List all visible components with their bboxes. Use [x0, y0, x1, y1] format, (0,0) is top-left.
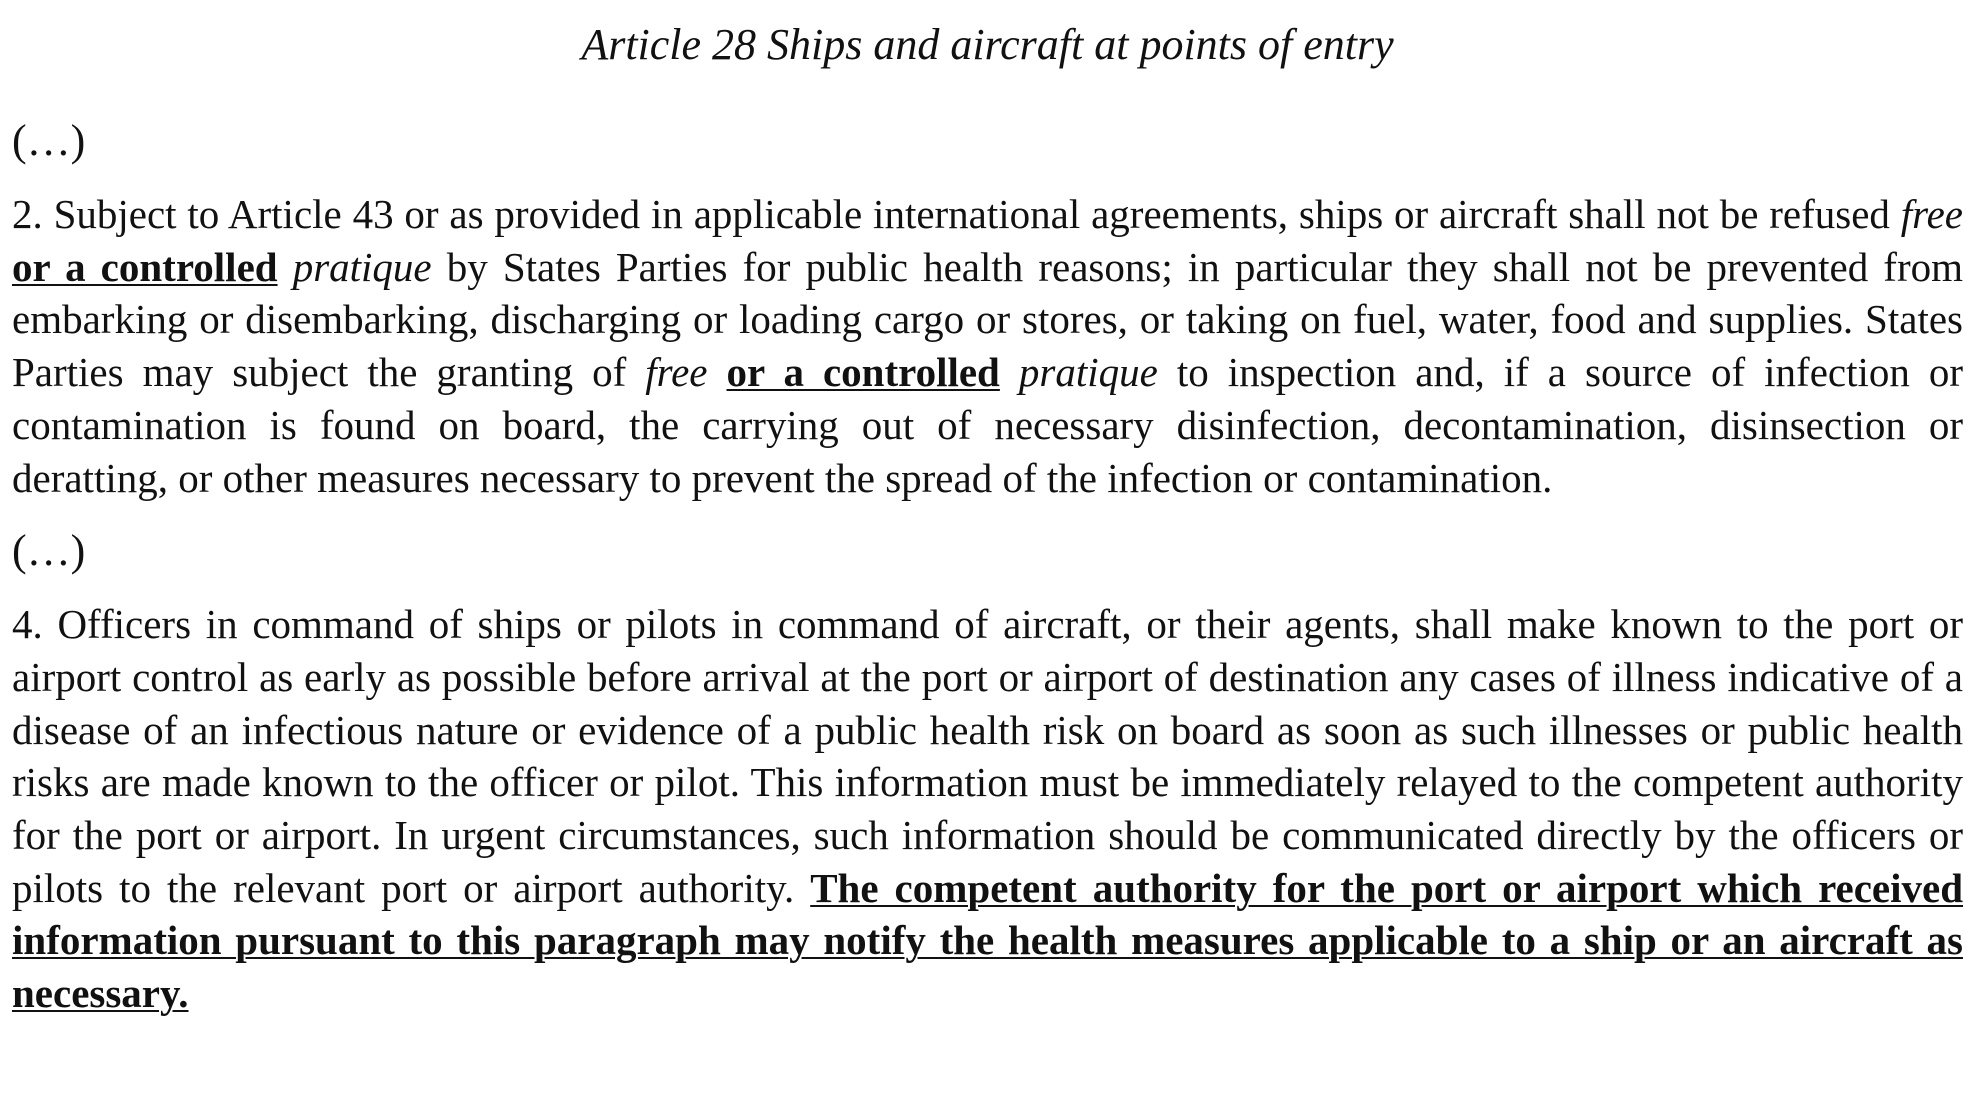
omission-marker-2: (…)	[12, 526, 86, 576]
free-term-1: free	[1900, 191, 1964, 237]
article-title: Article 28 Ships and aircraft at points of entry	[581, 20, 1394, 69]
omission-marker-1: (…)	[12, 116, 86, 165]
pratique-term-2: pratique	[1018, 349, 1158, 396]
pratique-term-1: pratique	[292, 243, 432, 290]
inserted-amendment-text: The competent authority for the port or airport which received information pursuant to this paragraph may notify the health measures applicable to a ship or an aircraft as necessary.	[12, 864, 1964, 1017]
paragraph-2-text-start: 2. Subject to Article 43 or as provided in applicable international agreements, ships or aircraft shall not be refused	[12, 191, 1890, 237]
inserted-controlled-2: or a controlled	[726, 349, 1000, 396]
free-term-2: free	[645, 349, 708, 396]
paragraph-2-text-middle: by States Parties for public health reasons; in particular they shall not be prevented from embarking or disembarking, discharging or loading cargo or stores, or taking on fuel, water, food and supplies. States Parties may subject the granting of	[12, 243, 1963, 396]
paragraph-4	[12, 598, 1963, 1020]
paragraph-2-text-end: to inspection and, if a source of infection or contamination is found on board, the carrying out of necessary disinfection, decontamination, disinsection or deratting, or other measures necessary to prevent the spread of the infection or contamination.	[12, 349, 1964, 501]
paragraph-2	[12, 188, 1963, 504]
paragraph-4-text: 4. Officers in command of ships or pilots in command of aircraft, or their agents, shall make known to the port or airport control as early as possible before arrival at the port or airport of destination any cases of illness indicative of a disease of an infectious nature or evidence of a public health risk on board as soon as such illnesses or public health risks are made known to the officer or pilot. This information must be immediately relayed to the competent authority for the port or airport. In urgent circumstances, such information should be communicated directly by the officers or pilots to the relevant port or airport authority.	[12, 601, 1963, 911]
inserted-controlled-1: or a controlled	[12, 243, 278, 290]
